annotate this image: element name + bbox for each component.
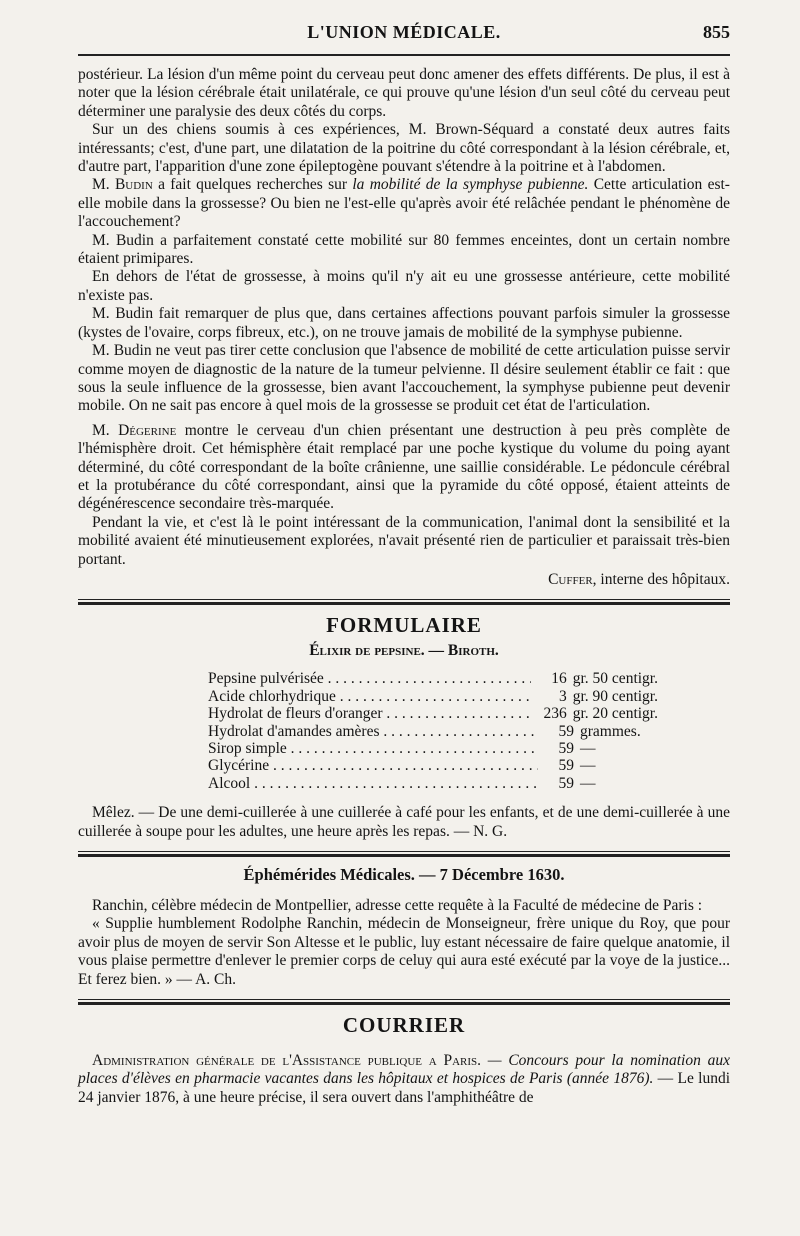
paragraph: M. Budin a parfaitement constaté cette mobilité sur 80 femmes enceintes, dont un certain nombre étaient primipares.	[78, 231, 730, 268]
running-head	[78, 20, 730, 48]
paragraph: En dehors de l'état de grossesse, à moins qu'il n'y ait eu une grossesse antérieure, cette mobilité n'existe pas.	[78, 268, 730, 304]
paragraph: Ranchin, célèbre médecin de Montpellier, adresse cette requête à la Faculté de médecine de Paris :	[92, 897, 703, 915]
topic-italic: la mobilité de la symphyse pubienne.	[352, 176, 589, 194]
courrier-section	[78, 1013, 730, 1107]
signature: Cuffer, interne des hôpitaux.	[548, 570, 730, 588]
section-title: COURRIER	[342, 1013, 466, 1038]
paragraph: M. Budin fait remarquer de plus que, dans certaines affections pouvant parfois simuler la grossesse (kystes de l'ovaire, corps fibreux, etc.), on ne trouve jamais de mobilité de la symphyse pubienne.	[78, 305, 730, 341]
section-divider	[78, 851, 730, 857]
recipe-row: Hydrolat d'amandes amères . . . 59 grammes.	[208, 723, 658, 740]
section-divider	[78, 999, 730, 1005]
formulaire-section	[78, 613, 730, 841]
recipe-row: Acide chlorhydrique . . . 3 gr. 90 centigr.	[208, 688, 658, 705]
recipe-row: Pepsine pulvérisée . . . 16 gr. 50 centigr.	[208, 670, 658, 687]
paragraph: M. Dégerine montre le cerveau d'un chien présentant une destruction à peu près complète de l'hémisphère droit. Cet hémisphère était remplacé par une poche kystique du volume du poing ayant déterminé, du côté correspondant de la boîte crânienne, une saillie considérable. Le pédoncule cérébral et la protubérance du côté correspondant, ainsi que la pyramide du côté opposé, étaient atteints de dégénérescence secondaire très-marquée.	[78, 421, 730, 513]
recipe-row: Alcool . . . 59 —	[208, 775, 658, 792]
journal-title: L'UNION MÉDICALE.	[307, 22, 501, 42]
paragraph: Sur un des chiens soumis à ces expériences, M. Brown-Séquard a constaté deux autres faits intéressants; c'est, d'une part, une dilatation de la poitrine du côté correspondant à la lésion cérébrale, et, d'autre part, l'apparition d'une zone épileptogène pouvant s'étendre à la poitrine et à l'abdomen.	[78, 121, 730, 176]
section-title: FORMULAIRE	[326, 613, 482, 638]
paragraph: M. Budin ne veut pas tirer cette conclusion que l'absence de mobilité de cette articulation puisse servir comme moyen de diagnostic de la nature de la tumeur pelvienne. Il désire seulement établir ce fait : que sous la seule influence de la grossesse, bien avant l'accouchement, la symphyse pubienne peut devenir mobile. On ne sait pas encore à quel mois de la grossesse se produit cet état de l'articulation.	[78, 342, 730, 415]
recipe-table	[208, 670, 658, 792]
section-divider	[78, 599, 730, 605]
recipe-row: Hydrolat de fleurs d'oranger . . . 236 gr. 20 centigr.	[208, 705, 658, 722]
recipe-title: Élixir de pepsine. — Biroth.	[309, 642, 499, 660]
author-name: M. Budin	[92, 176, 153, 194]
paragraph: M. Budin a fait quelques recherches sur la mobilité de la symphyse pubienne. Cette articulation est-elle mobile dans la grossesse? Ou bien ne l'est-elle qu'après avoir été relâchée pendant le phénomène de l'accouchement?	[78, 176, 730, 231]
quotation: « Supplie humblement Rodolphe Ranchin, médecin de Monseigneur, frère unique du Roy, que pour avoir plus de moyen de servir Son Altesse et le public, luy estant nécessaire de faire quelque anatomie, il vous plaise permettre d'enlever le premier corps de celuy qui aura esté exécuté par la voye de la justice... Et ferez bien. » — A. Ch.	[78, 915, 730, 988]
section-title: Éphémérides Médicales. — 7 Décembre 1630.	[243, 865, 565, 885]
paragraph: Administration générale de l'Assistance publique a Paris. — Concours pour la nomination aux places d'élèves en pharmacie vacantes dans les hôpitaux et hospices de Paris (année 1876). — Le lundi 24 janvier 1876, à une heure précise, il sera ouvert dans l'amphithéâtre de	[78, 1052, 730, 1106]
paragraph: Pendant la vie, et c'est là le point intéressant de la communication, l'animal dont la sensibilité et la mobilité avaient été minutieusement explorées, n'avait présenté rien de particulier et paraissait très-bien portant.	[78, 513, 730, 568]
paragraph: postérieur. La lésion d'un même point du cerveau peut donc amener des effets différents. De plus, il est à noter que la lésion cérébrale était unilatérale, ce qui prouve qu'une lésion d'un seul côté du cerveau peut déterminer une paralysie des deux côtés du corps.	[78, 66, 730, 120]
header-rule	[78, 54, 730, 56]
ephemerides-section	[78, 865, 730, 989]
recipe-note: Mêlez. — De une demi-cuillerée à une cuillerée à café pour les enfants, et de une demi-cuillerée à une cuillerée à soupe pour les adultes, une heure après les repas. — N. G.	[78, 804, 730, 840]
page-number: 855	[703, 22, 730, 42]
recipe-row: Sirop simple . . . 59 —	[208, 740, 658, 757]
article-body	[78, 66, 730, 589]
author-name: M. Dégerine	[92, 421, 177, 439]
recipe-row: Glycérine . . . 59 —	[208, 757, 658, 774]
